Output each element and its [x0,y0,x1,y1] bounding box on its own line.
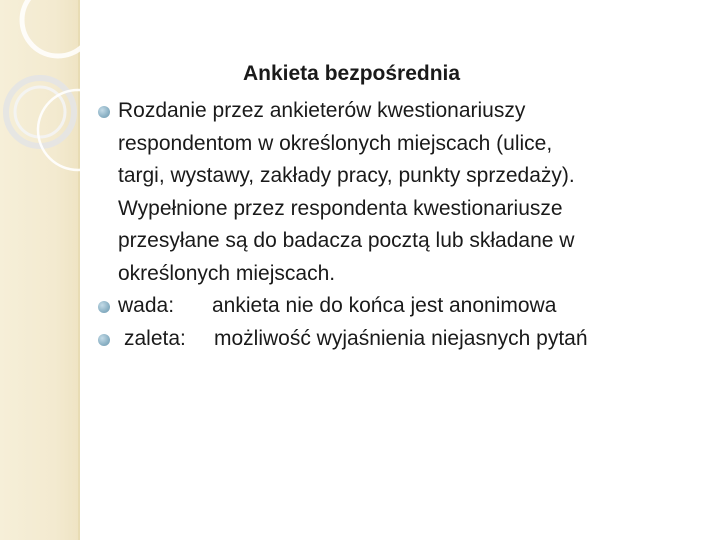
bullet-text-line: określonych miejscach. [118,261,336,285]
bullet-item-description [94,95,694,290]
bullet-text-line: respondentom w określonych miejscach (ulice, [118,131,553,155]
bullet-text-line: targi, wystawy, zakłady pracy, punkty sprzedaży). [118,164,575,187]
advantage-text: możliwość wyjaśnienia niejasnych pytań [214,326,588,350]
bullet-text-line: Wypełnione przez respondenta kwestionariusze [118,196,563,220]
disadvantage-label: wada: [118,294,175,317]
slide-title: Ankieta bezpośrednia [243,62,461,85]
bullet-dot-icon [98,106,110,118]
bullet-dot-icon [98,334,110,346]
bullet-text-line: Rozdanie przez ankieterów kwestionariuszy [118,99,526,122]
bullet-item-disadvantage [94,290,694,323]
bullet-item-advantage [94,323,694,356]
bullet-text-line: przesyłane są do badacza pocztą lub składane w [118,229,575,252]
disadvantage-text: ankieta nie do końca jest anonimowa [212,294,557,317]
bullet-dot-icon [98,301,110,313]
bullet-list [94,95,694,355]
advantage-label: zaleta: [124,326,186,350]
